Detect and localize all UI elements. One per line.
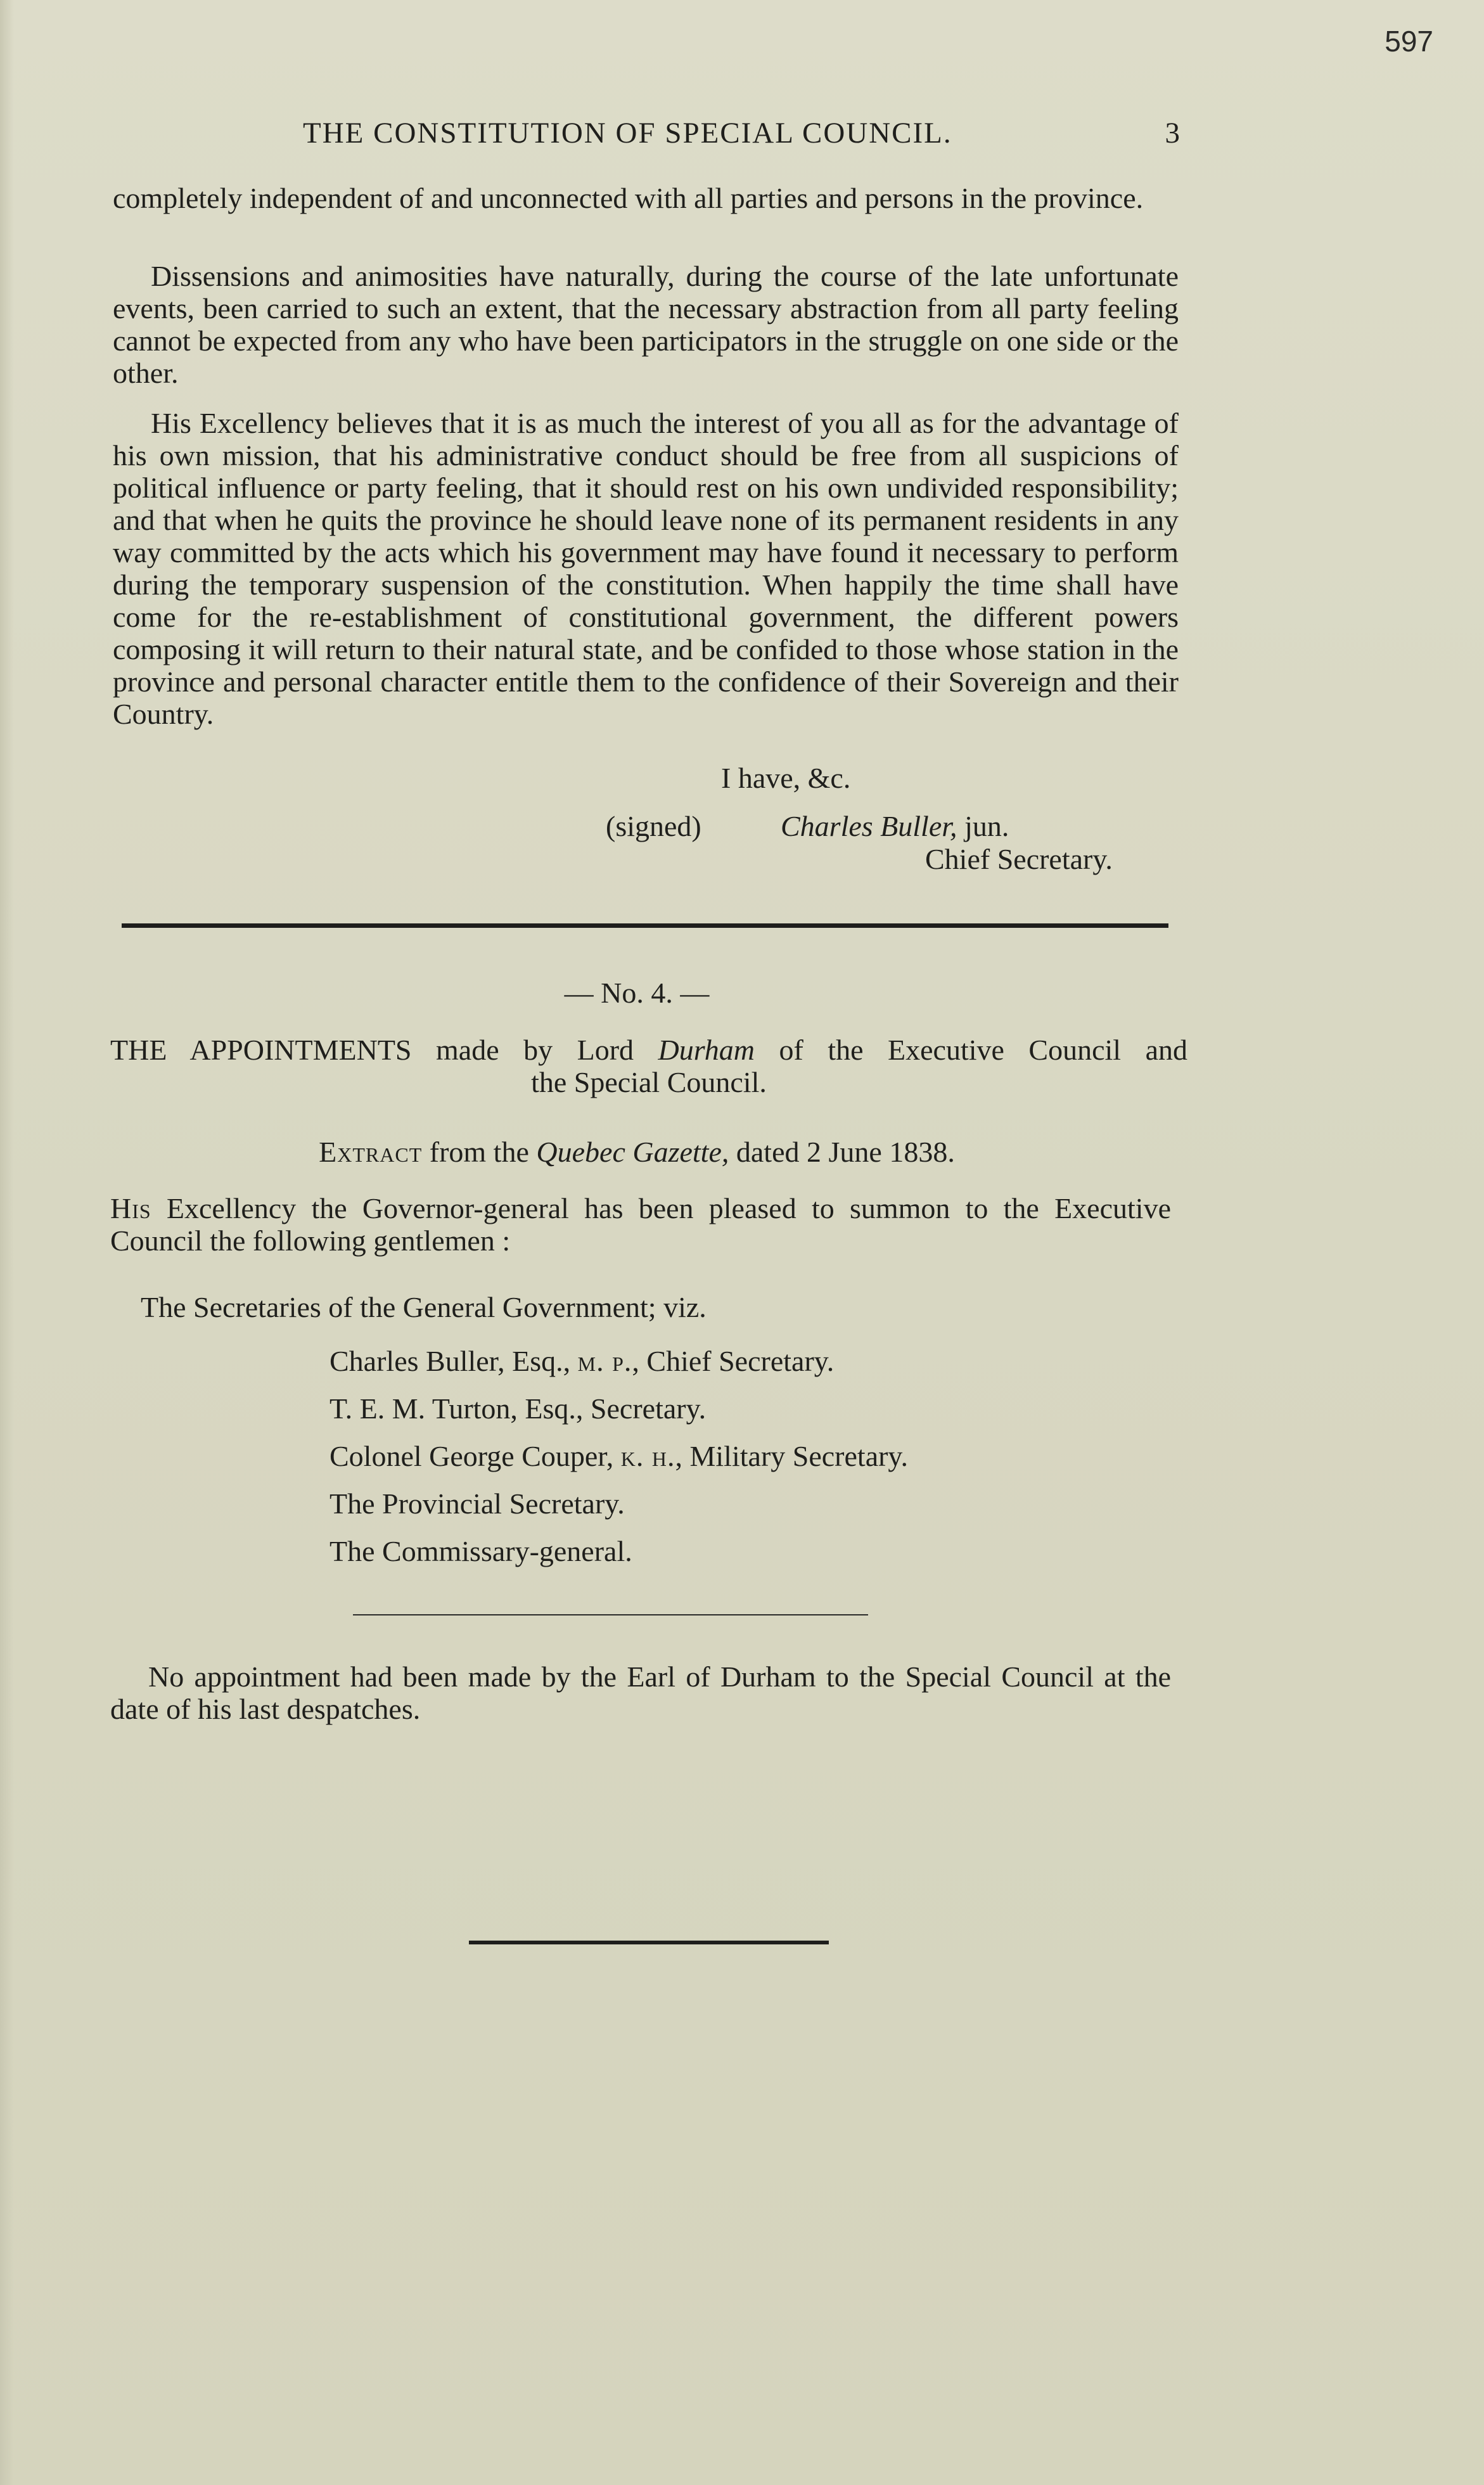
letter-closing: I have, &c. [721,762,851,794]
intro-rest: Excellency the Governor-general has been pleased to summon to the Executive Council the following gentlemen : [110,1192,1171,1257]
member-1 [329,1345,834,1377]
member-2 [329,1392,706,1425]
member-1-pre: Charles Buller, Esq., [329,1345,578,1377]
heading-mid: made by Lord [411,1034,658,1066]
member-5-pre: The Commissary-general. [329,1535,632,1567]
extract-line [0,1136,1274,1168]
intro-his: His [110,1192,151,1224]
extract-word: Extract [319,1136,423,1168]
member-3 [329,1440,908,1472]
member-4-pre: The Provincial Secretary. [329,1487,625,1520]
heading-rest: of the Executive Council and [755,1034,1187,1066]
heading-name: Durham [658,1034,755,1066]
member-5 [329,1535,632,1567]
heading-caps: THE APPOINTMENTS [110,1034,412,1066]
running-head-title: THE CONSTITUTION OF SPECIAL COUNCIL. [303,117,952,150]
signer-name [781,810,1009,842]
intro-paragraph [110,1192,1171,1257]
letter-paragraph-1: completely independent of and unconnected with all parties and persons in the province. [113,182,1144,214]
member-4 [329,1487,625,1520]
extract-date: dated 2 June 1838. [729,1136,955,1168]
member-2-pre: T. E. M. Turton, Esq., Secretary. [329,1392,707,1425]
list-end-rule [353,1614,868,1615]
signed-label: (signed) [606,810,701,842]
signer-suffix: jun. [957,810,1009,842]
section-number: — No. 4. — [564,977,710,1009]
extract-mid: from the [422,1136,537,1168]
note-paragraph: No appointment had been made by the Earl of Durham to the Special Council at the date of his last despatches. [110,1660,1171,1725]
page-edge-shadow [0,0,14,2485]
member-3-postnominal: k. h. [620,1440,675,1472]
secretaries-line: The Secretaries of the General Government; viz. [141,1291,707,1323]
page-number: 597 [1385,25,1433,58]
heading-line-2: the Special Council. [531,1066,767,1098]
member-1-postnominal: m. p. [577,1345,632,1377]
member-1-post: , Chief Secretary. [632,1345,835,1377]
section-heading [110,1034,1187,1098]
page-end-rule [469,1941,829,1944]
signer-name-italic: Charles Buller, [781,810,957,842]
letter-paragraph-3: His Excellency believes that it is as much the interest of you all as for the advantage of his own mission, that his administrative conduct should be free from all suspicions of political influence or party feeling, that it should rest on his own undivided responsibility; and that when he quits the province he should leave none of its permanent residents in any way committed by the acts which his government may have found it necessary to perform during the temporary suspension of the constitution. When happily the time shall have come for the re-establishment of constitutional government, the different powers composing it will return to their natural state, and be confided to those whose station in the province and personal character entitle them to the confidence of their Sovereign and their Country. [113,407,1179,730]
section-divider-rule [122,923,1168,928]
member-3-post: , Military Secretary. [675,1440,908,1472]
extract-paper: Quebec Gazette, [536,1136,729,1168]
letter-paragraph-2: Dissensions and animosities have naturally, during the course of the late unfortunate events, been carried to such an extent, that the necessary abstraction from all party feeling cannot be expected from any who have been participators in the struggle on one side or the other. [113,260,1179,389]
member-3-pre: Colonel George Couper, [329,1440,621,1472]
signer-title: Chief Secretary. [925,843,1113,875]
running-head-page: 3 [1165,117,1181,150]
